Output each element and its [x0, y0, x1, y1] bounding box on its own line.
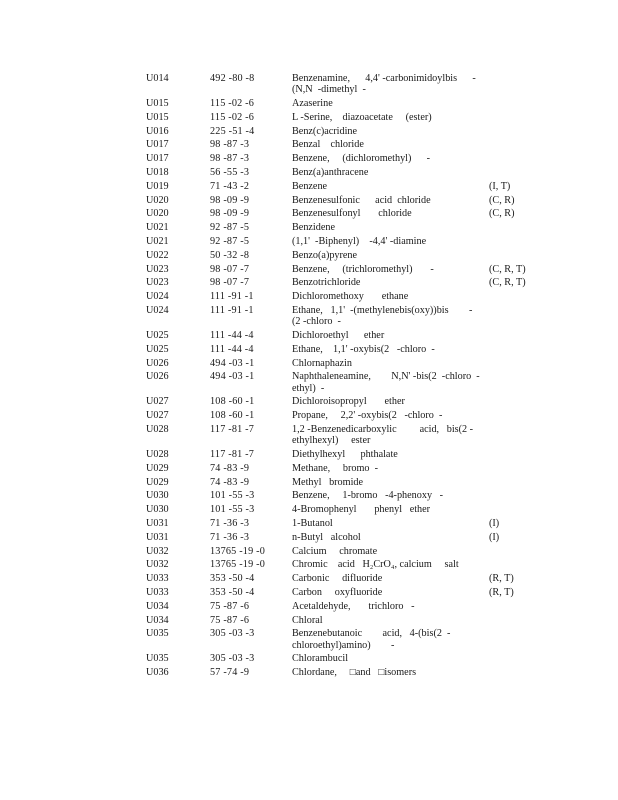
- waste-code: U023: [146, 263, 169, 275]
- substance-name-line: Benzo(a)pyrene: [292, 249, 358, 261]
- cas-number: 57 -74 -9: [210, 667, 250, 679]
- substance-name: [0, 264, 484, 275]
- waste-code: U019: [146, 180, 169, 192]
- waste-code: U036: [146, 667, 169, 679]
- table-row: [0, 305, 618, 327]
- substance-name-line: Naphthaleneamine, N,N' -bis(2 -chloro -: [292, 371, 480, 383]
- cas-number: 108 -60 -1: [210, 396, 255, 408]
- cas-number: 71 -43 -2: [210, 180, 250, 192]
- cas-number: 98 -87 -3: [210, 153, 250, 165]
- substance-name: [0, 587, 484, 598]
- substance-name: [0, 667, 484, 678]
- substance-name-line: Benz(c)acridine: [292, 125, 358, 137]
- table-row: [0, 358, 618, 369]
- substance-name-line: Calcium chromate: [292, 545, 378, 557]
- hazard-code: (I, T): [489, 180, 511, 192]
- substance-name-line: Chlordane, □and □isomers: [292, 667, 417, 679]
- waste-code: U026: [146, 371, 169, 383]
- substance-name-line: Methane, bromo -: [292, 462, 379, 474]
- table-row: [0, 181, 618, 192]
- hazardous-waste-listing: [0, 73, 618, 681]
- waste-code: U027: [146, 410, 169, 422]
- cas-number: 101 -55 -3: [210, 504, 255, 516]
- waste-code: U027: [146, 396, 169, 408]
- waste-code: U023: [146, 277, 169, 289]
- table-row: [0, 601, 618, 612]
- substance-name-line: Benzene, 1-bromo -4-phenoxy -: [292, 490, 444, 502]
- table-row: [0, 236, 618, 247]
- table-row: [0, 532, 618, 543]
- substance-name: [0, 305, 484, 327]
- waste-code: U016: [146, 125, 169, 137]
- substance-name-line: Carbonic difluoride: [292, 573, 383, 585]
- cas-number: 111 -44 -4: [210, 329, 254, 341]
- cas-number: 111 -91 -1: [210, 304, 254, 316]
- substance-name-line: (2 -chloro -: [292, 316, 341, 328]
- table-row: [0, 291, 618, 302]
- substance-name: [0, 195, 484, 206]
- waste-code: U031: [146, 517, 169, 529]
- cas-number: 92 -87 -5: [210, 235, 250, 247]
- cas-number: 98 -09 -9: [210, 194, 250, 206]
- cas-number: 225 -51 -4: [210, 125, 255, 137]
- substance-name: [0, 98, 484, 109]
- substance-name-line: 1-Butanol: [292, 517, 333, 529]
- waste-code: U028: [146, 448, 169, 460]
- table-row: [0, 628, 618, 650]
- waste-code: U034: [146, 614, 169, 626]
- cas-number: 75 -87 -6: [210, 600, 250, 612]
- cas-number: 98 -09 -9: [210, 208, 250, 220]
- hazard-code: (C, R, T): [489, 277, 526, 289]
- waste-code: U014: [146, 73, 169, 84]
- substance-name: [0, 477, 484, 488]
- waste-code: U020: [146, 208, 169, 220]
- table-row: [0, 112, 618, 123]
- table-row: [0, 330, 618, 341]
- substance-name-line: Diethylhexyl phthalate: [292, 448, 398, 460]
- substance-name-line: Benzene, (trichloromethyl) -: [292, 263, 434, 275]
- substance-name: [0, 208, 484, 219]
- hazard-code: (I): [489, 531, 500, 543]
- substance-name: [0, 424, 484, 446]
- substance-name: [0, 291, 484, 302]
- table-row: [0, 518, 618, 529]
- substance-name: [0, 277, 484, 288]
- waste-code: U021: [146, 235, 169, 247]
- hazard-code: (R, T): [489, 573, 514, 585]
- substance-name-line: (1,1' -Biphenyl) -4,4' -diamine: [292, 235, 427, 247]
- substance-name-line: Dichloroisopropyl ether: [292, 396, 405, 408]
- table-row: [0, 222, 618, 233]
- table-row: [0, 371, 618, 393]
- table-row: [0, 98, 618, 109]
- substance-name-line: Azaserine: [292, 98, 333, 109]
- substance-name: [0, 628, 484, 650]
- substance-name: [0, 250, 484, 261]
- substance-name: [0, 358, 484, 369]
- table-row: [0, 264, 618, 275]
- substance-name-line: 1,2 -Benzenedicarboxylic acid, bis(2 -: [292, 423, 474, 435]
- waste-code: U018: [146, 166, 169, 178]
- substance-name: [0, 371, 484, 393]
- substance-name: [0, 181, 484, 192]
- hazard-code: (I): [489, 517, 500, 529]
- cas-number: 71 -36 -3: [210, 531, 250, 543]
- substance-name-line: Chromic acid H₂CrO₄, calcium salt: [292, 559, 459, 571]
- hazard-code: (C, R): [489, 208, 515, 220]
- table-row: [0, 126, 618, 137]
- substance-name-line: Benz(a)anthracene: [292, 166, 369, 178]
- substance-name-line: L -Serine, diazoacetate (ester): [292, 111, 432, 123]
- substance-name-line: Chlornaphazin: [292, 357, 352, 369]
- substance-name-line: Ethane, 1,1' -oxybis(2 -chloro -: [292, 343, 435, 355]
- cas-number: 353 -50 -4: [210, 573, 255, 585]
- substance-name: [0, 167, 484, 178]
- substance-name-line: Benzotrichloride: [292, 277, 361, 289]
- table-row: [0, 410, 618, 421]
- cas-number: 305 -03 -3: [210, 628, 255, 640]
- substance-name: [0, 546, 484, 557]
- table-row: [0, 504, 618, 515]
- waste-code: U020: [146, 194, 169, 206]
- substance-name: [0, 449, 484, 460]
- substance-name-line: Chloral: [292, 614, 323, 626]
- waste-code: U034: [146, 600, 169, 612]
- substance-name-line: n-Butyl alcohol: [292, 531, 361, 543]
- table-row: [0, 477, 618, 488]
- cas-number: 13765 -19 -0: [210, 559, 266, 571]
- cas-number: 117 -81 -7: [210, 448, 255, 460]
- hazard-code: (R, T): [489, 586, 514, 598]
- waste-code: U028: [146, 423, 169, 435]
- substance-name: [0, 236, 484, 247]
- waste-code: U035: [146, 628, 169, 640]
- substance-name-line: Benzenesulfonic acid chloride: [292, 194, 431, 206]
- cas-number: 74 -83 -9: [210, 476, 250, 488]
- table-row: [0, 344, 618, 355]
- table-row: [0, 73, 618, 95]
- table-row: [0, 463, 618, 474]
- waste-code: U021: [146, 222, 169, 234]
- table-row: [0, 424, 618, 446]
- waste-code: U017: [146, 153, 169, 165]
- hazard-code: (C, R, T): [489, 263, 526, 275]
- substance-name: [0, 601, 484, 612]
- substance-name: [0, 504, 484, 515]
- substance-name-line: Dichloromethoxy ethane: [292, 291, 409, 303]
- table-row: [0, 490, 618, 501]
- substance-name: [0, 153, 484, 164]
- substance-name-line: Benzenesulfonyl chloride: [292, 208, 412, 220]
- hazard-code: (C, R): [489, 194, 515, 206]
- table-row: [0, 449, 618, 460]
- substance-name: [0, 222, 484, 233]
- substance-name-line: Carbon oxyfluoride: [292, 586, 383, 598]
- substance-name-line: Benzene, (dichloromethyl) -: [292, 153, 431, 165]
- table-row: [0, 139, 618, 150]
- table-row: [0, 587, 618, 598]
- substance-name: [0, 112, 484, 123]
- table-row: [0, 396, 618, 407]
- cas-number: 111 -44 -4: [210, 343, 254, 355]
- substance-name: [0, 532, 484, 543]
- cas-number: 492 -80 -8: [210, 73, 255, 84]
- cas-number: 305 -03 -3: [210, 653, 255, 665]
- waste-code: U033: [146, 586, 169, 598]
- cas-number: 75 -87 -6: [210, 614, 250, 626]
- table-row: [0, 573, 618, 584]
- substance-name-line: (N,N -dimethyl -: [292, 84, 366, 96]
- cas-number: 115 -02 -6: [210, 98, 255, 109]
- substance-name-line: Benzene: [292, 180, 328, 192]
- waste-code: U033: [146, 573, 169, 585]
- cas-number: 98 -07 -7: [210, 277, 250, 289]
- waste-code: U030: [146, 490, 169, 502]
- waste-code: U032: [146, 559, 169, 571]
- waste-code: U025: [146, 329, 169, 341]
- waste-code: U024: [146, 304, 169, 316]
- substance-name-line: ethylhexyl) ester: [292, 435, 371, 447]
- waste-code: U035: [146, 653, 169, 665]
- waste-code: U026: [146, 357, 169, 369]
- cas-number: 101 -55 -3: [210, 490, 255, 502]
- table-row: [0, 277, 618, 288]
- substance-name: [0, 518, 484, 529]
- waste-code: U029: [146, 462, 169, 474]
- table-row: [0, 250, 618, 261]
- cas-number: 494 -03 -1: [210, 357, 255, 369]
- waste-code: U024: [146, 291, 169, 303]
- cas-number: 71 -36 -3: [210, 517, 250, 529]
- substance-name: [0, 139, 484, 150]
- cas-number: 98 -07 -7: [210, 263, 250, 275]
- substance-name-line: 4-Bromophenyl phenyl ether: [292, 504, 431, 516]
- substance-name: [0, 490, 484, 501]
- cas-number: 494 -03 -1: [210, 371, 255, 383]
- cas-number: 111 -91 -1: [210, 291, 254, 303]
- waste-code: U017: [146, 139, 169, 151]
- table-row: [0, 195, 618, 206]
- table-row: [0, 167, 618, 178]
- substance-name: [0, 615, 484, 626]
- waste-code: U022: [146, 249, 169, 261]
- substance-name: [0, 463, 484, 474]
- substance-name-line: Benzenebutanoic acid, 4-(bis(2 -: [292, 628, 451, 640]
- cas-number: 13765 -19 -0: [210, 545, 266, 557]
- table-row: [0, 615, 618, 626]
- waste-code: U029: [146, 476, 169, 488]
- table-row: [0, 546, 618, 557]
- substance-name: [0, 573, 484, 584]
- substance-name: [0, 653, 484, 664]
- cas-number: 98 -87 -3: [210, 139, 250, 151]
- substance-name-line: Methyl bromide: [292, 476, 364, 488]
- substance-name-line: Chlorambucil: [292, 653, 349, 665]
- substance-name: [0, 73, 484, 95]
- cas-number: 117 -81 -7: [210, 423, 255, 435]
- waste-code: U030: [146, 504, 169, 516]
- table-row: [0, 208, 618, 219]
- substance-name: [0, 559, 484, 570]
- cas-number: 115 -02 -6: [210, 111, 255, 123]
- substance-name-line: Benzenamine, 4,4' -carbonimidoylbis -: [292, 73, 476, 84]
- cas-number: 353 -50 -4: [210, 586, 255, 598]
- substance-name-line: Ethane, 1,1' -(methylenebis(oxy))bis -: [292, 304, 473, 316]
- waste-code: U015: [146, 111, 169, 123]
- table-row: [0, 559, 618, 570]
- substance-name-line: Dichloroethyl ether: [292, 329, 385, 341]
- cas-number: 50 -32 -8: [210, 249, 250, 261]
- substance-name-line: Propane, 2,2' -oxybis(2 -chloro -: [292, 410, 443, 422]
- table-row: [0, 667, 618, 678]
- substance-name-line: Benzal chloride: [292, 139, 364, 151]
- substance-name: [0, 126, 484, 137]
- table-row: [0, 153, 618, 164]
- cas-number: 108 -60 -1: [210, 410, 255, 422]
- substance-name-line: ethyl) -: [292, 382, 325, 394]
- cas-number: 56 -55 -3: [210, 166, 250, 178]
- waste-code: U031: [146, 531, 169, 543]
- substance-name: [0, 330, 484, 341]
- substance-name-line: Acetaldehyde, trichloro -: [292, 600, 415, 612]
- substance-name: [0, 344, 484, 355]
- table-row: [0, 653, 618, 664]
- substance-name: [0, 396, 484, 407]
- waste-code: U032: [146, 545, 169, 557]
- substance-name-line: Benzidene: [292, 222, 335, 234]
- cas-number: 92 -87 -5: [210, 222, 250, 234]
- waste-code: U025: [146, 343, 169, 355]
- substance-name-line: chloroethyl)amino) -: [292, 639, 395, 651]
- waste-code: U015: [146, 98, 169, 109]
- cas-number: 74 -83 -9: [210, 462, 250, 474]
- substance-name: [0, 410, 484, 421]
